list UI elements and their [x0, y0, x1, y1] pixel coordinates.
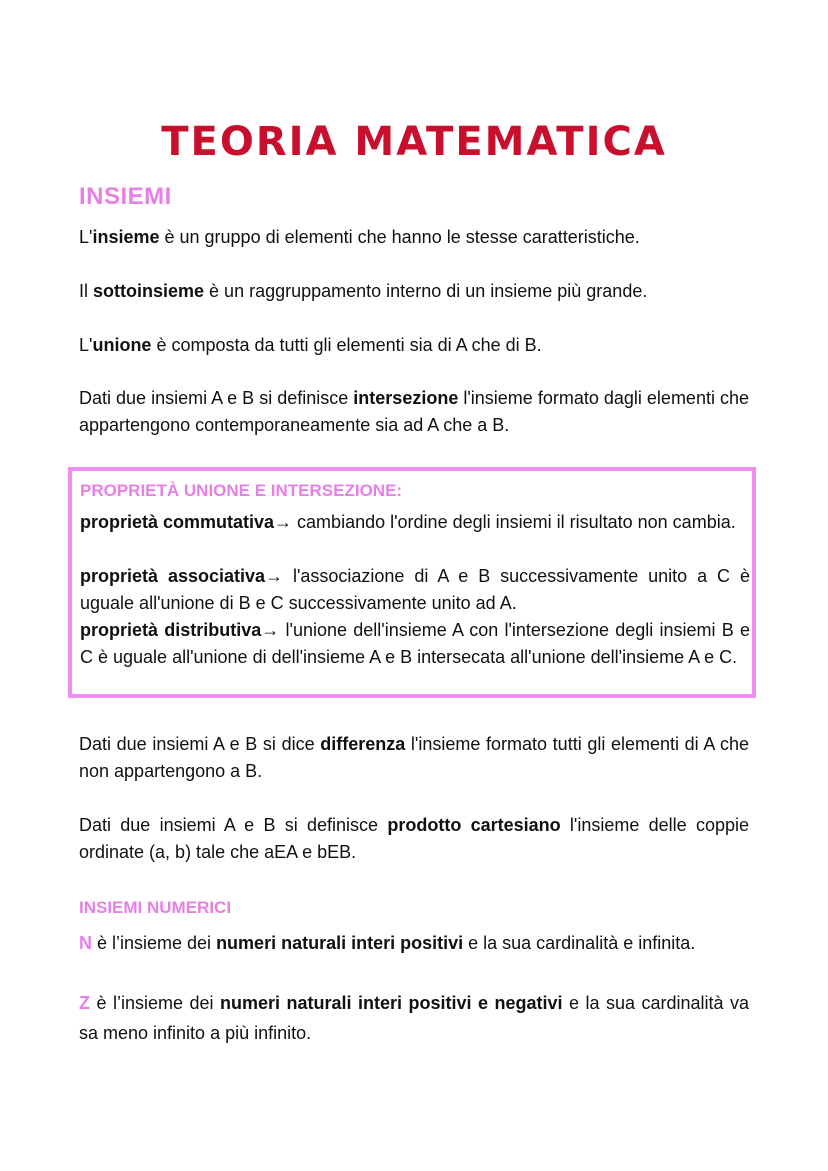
- property-distributiva: proprietà distributiva→ l'unione dell'insieme A con l'intersezione degli insiemi B e C è uguale all'unione di dell'insieme A e B intersecata all'unione dell'insieme A e C.: [80, 620, 750, 667]
- paragraph-sottoinsieme: Il sottoinsieme è un raggruppamento interno di un insieme più grande.: [79, 281, 648, 301]
- section-heading-insiemi-numerici: INSIEMI NUMERICI: [79, 898, 232, 917]
- paragraph-unione: L'unione è composta da tutti gli elementi sia di A che di B.: [79, 335, 542, 355]
- paragraph-prodotto-cartesiano: Dati due insiemi A e B si definisce prodotto cartesiano l'insieme delle coppie ordinate (a, b) tale che aEA e bEB.: [79, 815, 750, 862]
- paragraph-insieme: L'insieme è un gruppo di elementi che hanno le stesse caratteristiche.: [79, 227, 640, 247]
- paragraph-intersezione: Dati due insiemi A e B si definisce intersezione l'insieme formato dagli elementi che appartengono contemporaneamente sia ad A che a B.: [79, 388, 749, 435]
- paragraph-differenza: Dati due insiemi A e B si dice differenza l'insieme formato tutti gli elementi di A che non appartengono a B.: [79, 734, 749, 781]
- property-associativa: proprietà associativa→ l'associazione di A e B successivamente unito a C è uguale all'unione di B e C successivamente unito ad A.: [80, 566, 750, 613]
- section-heading-insiemi: INSIEMI: [79, 183, 172, 210]
- paragraph-naturali: N è l’insieme dei numeri naturali interi positivi e la sua cardinalità e infinita.: [79, 933, 696, 953]
- page-title: TEORIA MATEMATICA: [161, 119, 667, 165]
- property-commutativa: proprietà commutativa→ cambiando l'ordine degli insiemi il risultato non cambia.: [80, 512, 736, 532]
- properties-heading: PROPRIETÀ UNIONE E INTERSEZIONE:: [80, 481, 403, 500]
- properties-box: [68, 467, 756, 698]
- paragraph-interi: Z è l’insieme dei numeri naturali interi positivi e negativi e la sua cardinalità va sa meno infinito a più infinito.: [79, 993, 750, 1043]
